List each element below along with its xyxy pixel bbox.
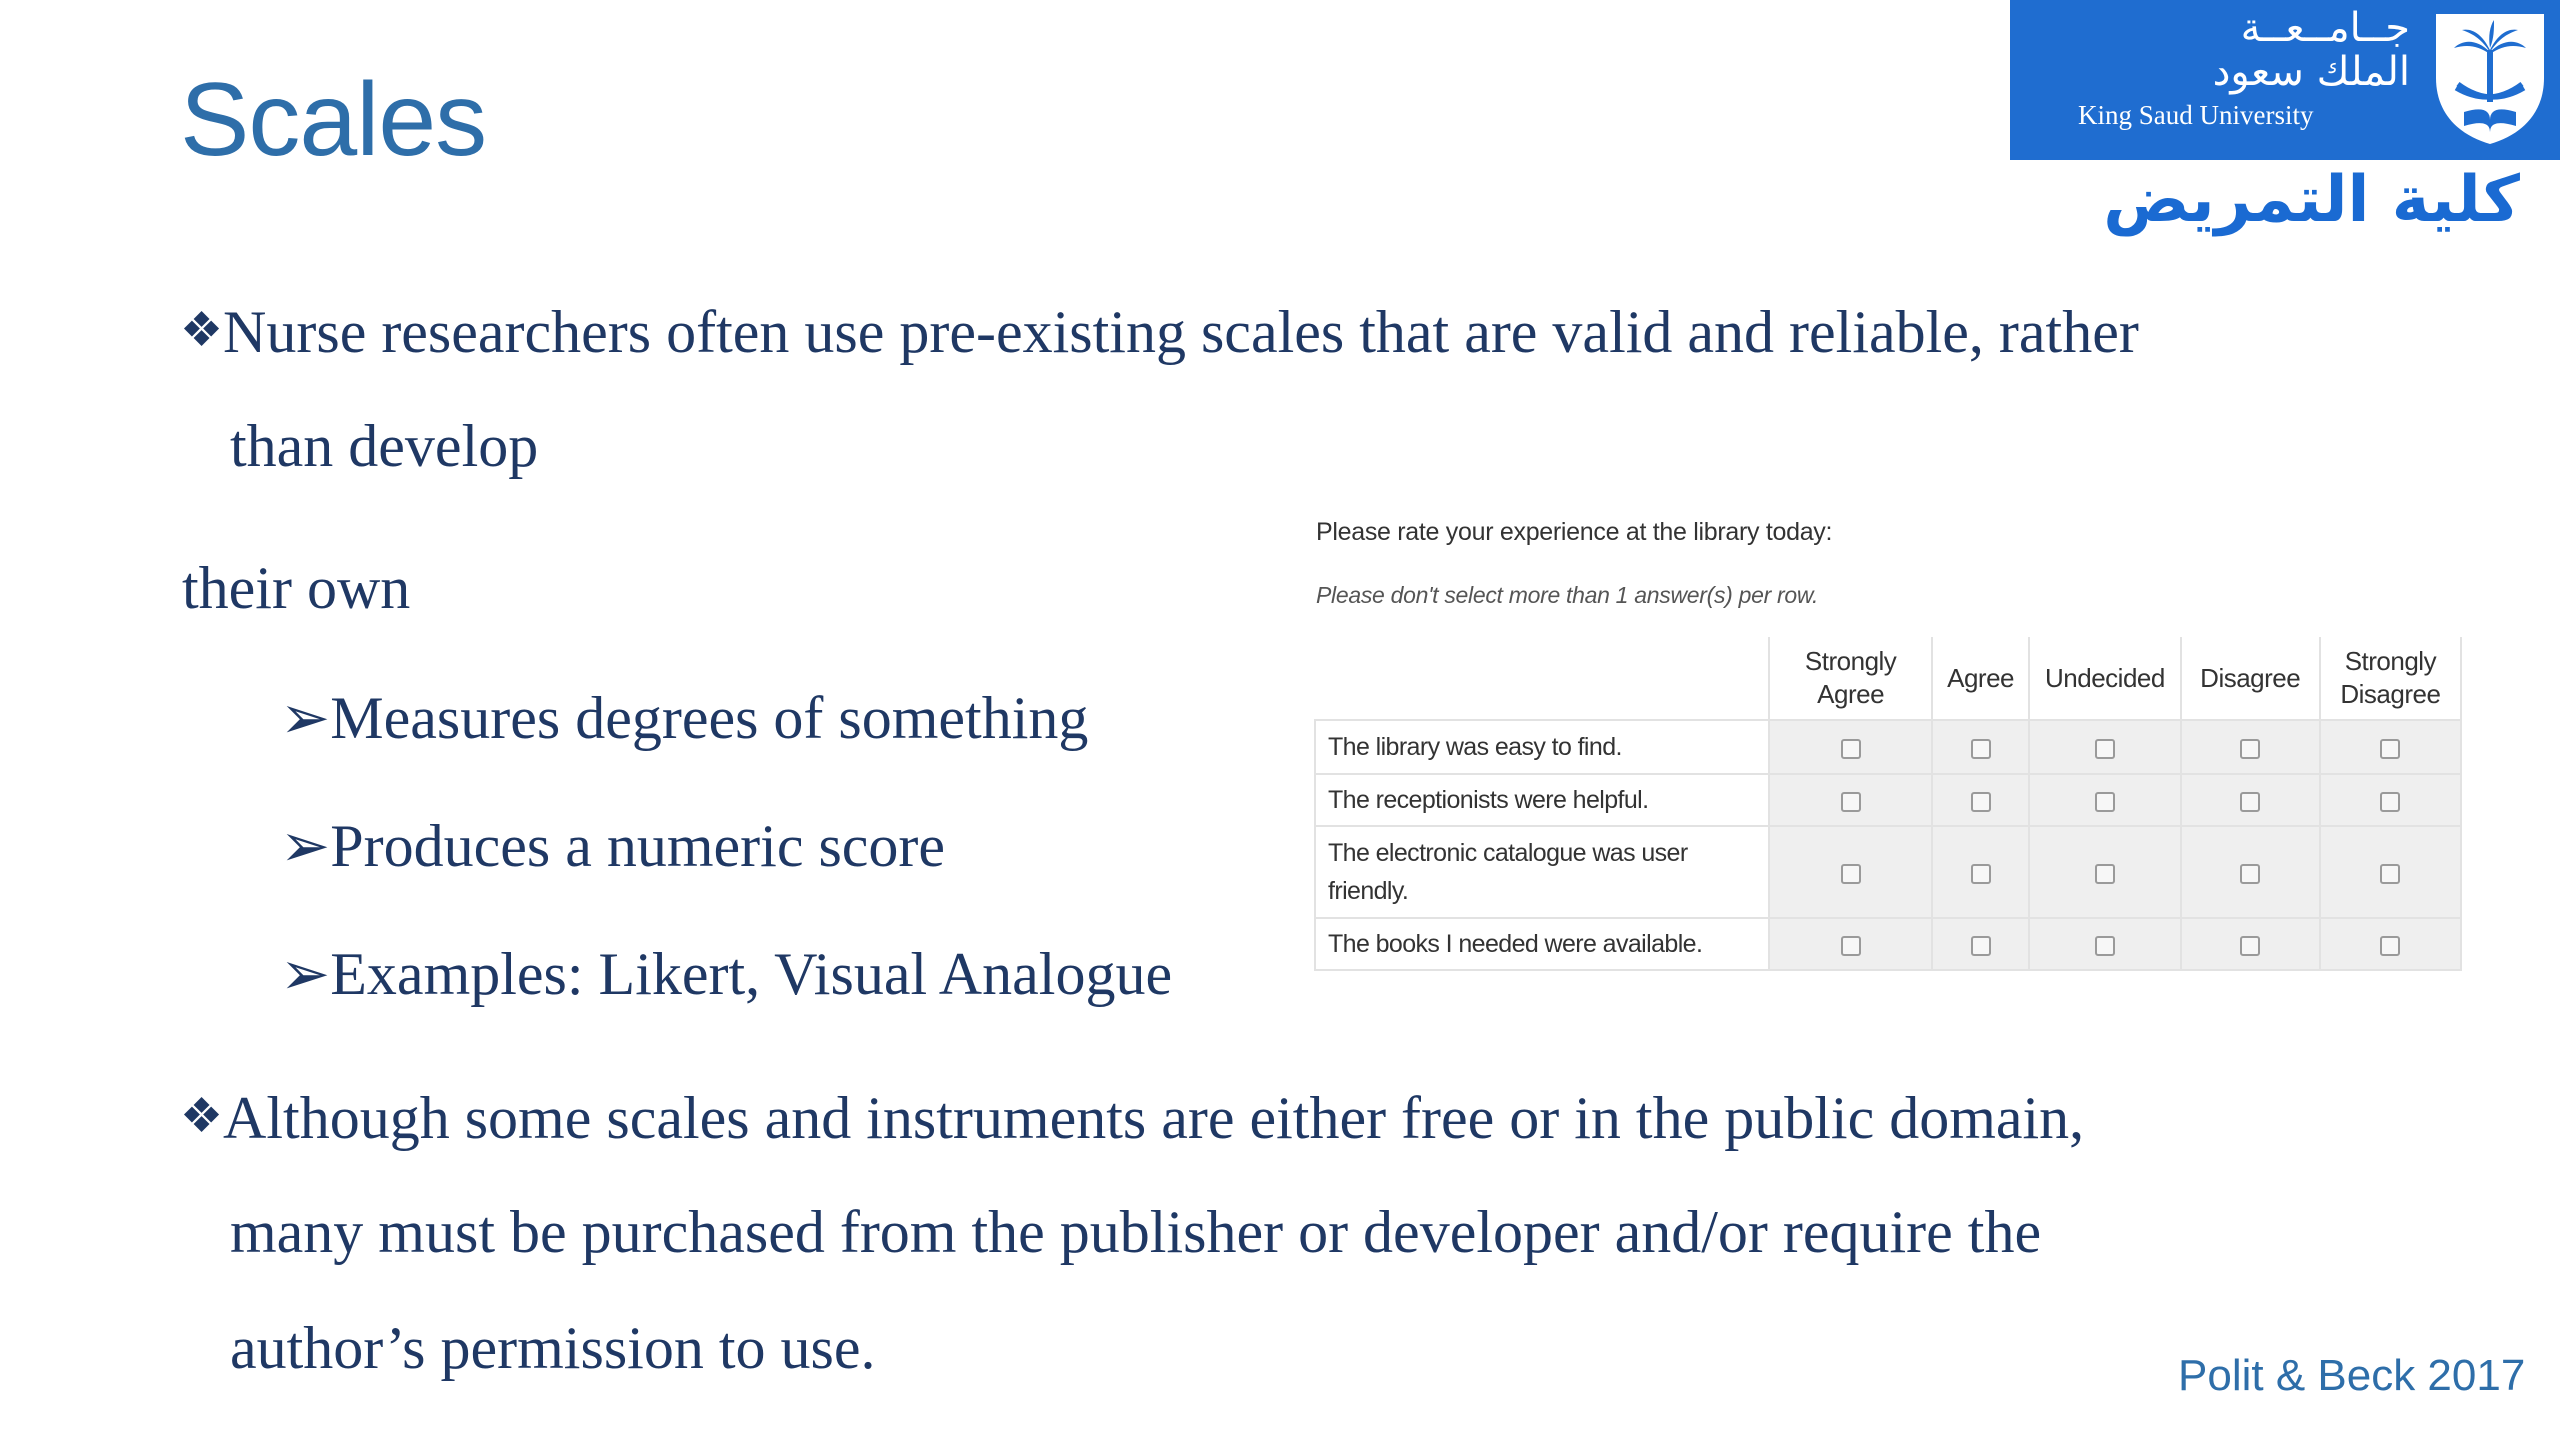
logo-arabic-line1: جــامــعــة <box>2240 5 2410 51</box>
rating-checkbox[interactable] <box>1971 936 1991 956</box>
sub-bullet-2-text: Produces a numeric score <box>330 813 946 879</box>
statement-label: The library was easy to find. <box>1315 720 1769 774</box>
arrow-bullet-icon: ➢ <box>280 941 331 1007</box>
rating-checkbox[interactable] <box>1841 792 1861 812</box>
rating-checkbox[interactable] <box>2095 792 2115 812</box>
statement-label: The receptionists were helpful. <box>1315 774 1769 826</box>
likert-header-row <box>1315 637 2461 720</box>
slide-title: Scales <box>180 62 487 178</box>
table-row <box>1315 826 2461 918</box>
statement-label: The electronic catalogue was user friendly. <box>1315 826 1769 918</box>
logo-english-name: King Saud University <box>2078 100 2314 130</box>
column-header: Strongly Disagree <box>2320 637 2461 720</box>
rating-checkbox[interactable] <box>2095 739 2115 759</box>
rating-checkbox[interactable] <box>1841 739 1861 759</box>
faculty-name: كلية التمريض <box>2103 163 2520 237</box>
rating-checkbox[interactable] <box>1971 864 1991 884</box>
bullet-2-line-1 <box>180 1085 2085 1151</box>
bullet-2-text-1: Although some scales and instruments are either free or in the public domain, <box>223 1085 2085 1151</box>
bullet-1-line-2: than develop <box>230 413 539 479</box>
likert-survey-image <box>1312 504 2462 974</box>
statement-label: The books I needed were available. <box>1315 918 1769 970</box>
rating-checkbox[interactable] <box>2240 792 2260 812</box>
diamond-bullet-icon: ❖ <box>180 304 224 357</box>
sub-bullet-3-text: Examples: Likert, Visual Analogue <box>330 941 1173 1007</box>
bullet-2-line-2: many must be purchased from the publisher or developer and/or require the <box>230 1199 2042 1265</box>
bullet-1-text-1: Nurse researchers often use pre-existing scales that are valid and reliable, rather <box>223 299 2139 365</box>
citation: Polit & Beck 2017 <box>2178 1351 2526 1400</box>
rating-checkbox[interactable] <box>2095 936 2115 956</box>
rating-checkbox[interactable] <box>2380 792 2400 812</box>
bullet-1-line-1 <box>180 299 2139 365</box>
rating-checkbox[interactable] <box>2380 936 2400 956</box>
bullet-1-line-3: their own <box>182 555 411 621</box>
rating-checkbox[interactable] <box>1841 864 1861 884</box>
rating-checkbox[interactable] <box>1971 739 1991 759</box>
logo-arabic-line2: الملك سعود <box>2212 49 2410 95</box>
rating-checkbox[interactable] <box>2095 864 2115 884</box>
rating-checkbox[interactable] <box>1971 792 1991 812</box>
rating-checkbox[interactable] <box>2240 936 2260 956</box>
sub-bullet-2 <box>280 813 946 879</box>
diamond-bullet-icon: ❖ <box>180 1090 224 1143</box>
sub-bullet-3 <box>280 941 1173 1007</box>
column-header: Strongly Agree <box>1769 637 1932 720</box>
likert-grid <box>1314 637 2462 971</box>
sub-bullet-1-text: Measures degrees of something <box>330 685 1089 751</box>
table-row <box>1315 720 2461 774</box>
university-logo <box>2010 0 2560 160</box>
rating-checkbox[interactable] <box>2380 739 2400 759</box>
survey-question: Please rate your experience at the library today: <box>1316 518 1833 546</box>
column-header: Undecided <box>2029 637 2180 720</box>
column-header: Disagree <box>2181 637 2320 720</box>
university-emblem-icon <box>2428 8 2552 146</box>
column-header: Agree <box>1932 637 2029 720</box>
rating-checkbox[interactable] <box>2240 864 2260 884</box>
rating-checkbox[interactable] <box>2380 864 2400 884</box>
survey-note: Please don't select more than 1 answer(s) per row. <box>1316 582 1819 608</box>
sub-bullet-1 <box>280 685 1089 751</box>
bullet-2-line-3: author’s permission to use. <box>230 1315 876 1381</box>
arrow-bullet-icon: ➢ <box>280 813 331 879</box>
rating-checkbox[interactable] <box>1841 936 1861 956</box>
rating-checkbox[interactable] <box>2240 739 2260 759</box>
table-row <box>1315 918 2461 970</box>
table-row <box>1315 774 2461 826</box>
arrow-bullet-icon: ➢ <box>280 685 331 751</box>
